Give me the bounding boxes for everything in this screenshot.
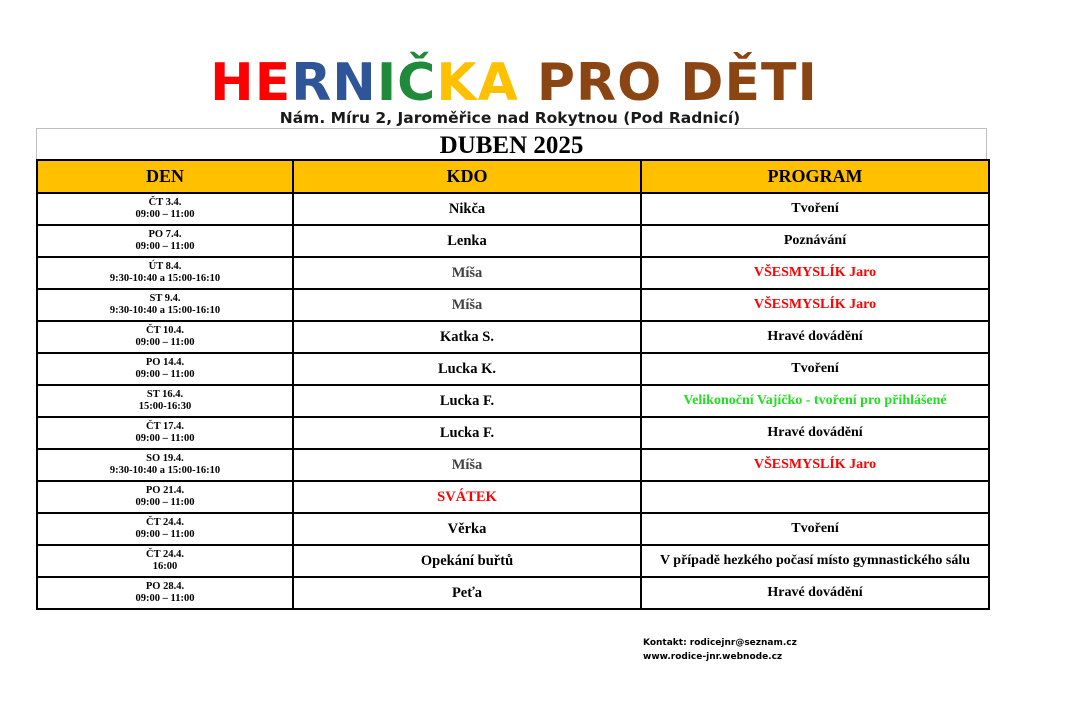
schedule-table [36, 159, 990, 610]
table-row [37, 481, 989, 513]
table-row [37, 545, 989, 577]
who-cell: Lucka F. [293, 385, 641, 417]
time-label: 9:30-10:40 a 15:00-16:10 [109, 305, 221, 316]
who-cell: Lucka K. [293, 353, 641, 385]
table-row [37, 289, 989, 321]
day-label: ČT 17.4. [145, 420, 185, 432]
time-label: 09:00 – 11:00 [135, 433, 195, 444]
table-row [37, 513, 989, 545]
day-cell [37, 545, 293, 577]
who-cell: Nikča [293, 193, 641, 225]
schedule-sheet [36, 128, 989, 635]
time-label: 09:00 – 11:00 [135, 241, 195, 252]
time-label: 09:00 – 11:00 [135, 593, 195, 604]
title-letter: I [376, 53, 398, 113]
who-cell: Míša [293, 289, 641, 321]
program-cell: Hravé dovádění [641, 417, 989, 449]
who-cell: SVÁTEK [293, 481, 641, 513]
contact-web: www.rodice-jnr.webnode.cz [643, 652, 783, 662]
title-letter: D [680, 53, 725, 113]
column-header-program: PROGRAM [641, 160, 989, 193]
table-row [37, 385, 989, 417]
title-letter: H [210, 53, 255, 113]
column-header-den: DEN [37, 160, 293, 193]
day-cell [37, 449, 293, 481]
time-label: 15:00-16:30 [138, 401, 192, 412]
program-cell: Tvoření [641, 193, 989, 225]
program-cell: V případě hezkého počasí místo gymnastického sálu [641, 545, 989, 577]
day-label: PO 21.4. [145, 484, 185, 496]
time-label: 09:00 – 11:00 [135, 497, 195, 508]
program-cell: VŠESMYSLÍK Jaro [641, 449, 989, 481]
day-cell [37, 257, 293, 289]
who-cell: Míša [293, 449, 641, 481]
table-row [37, 225, 989, 257]
day-cell [37, 577, 293, 609]
day-label: ČT 10.4. [145, 324, 185, 336]
program-cell: VŠESMYSLÍK Jaro [641, 257, 989, 289]
title-letter: K [436, 53, 478, 113]
time-label: 09:00 – 11:00 [135, 529, 195, 540]
day-cell [37, 193, 293, 225]
day-label: ČT 24.4. [145, 516, 185, 528]
day-label: ČT 3.4. [148, 196, 182, 208]
day-cell [37, 481, 293, 513]
table-row [37, 321, 989, 353]
day-label: PO 14.4. [145, 356, 185, 368]
time-label: 16:00 [152, 561, 178, 572]
program-cell: Tvoření [641, 353, 989, 385]
who-cell: Katka S. [293, 321, 641, 353]
who-cell: Peťa [293, 577, 641, 609]
day-cell [37, 353, 293, 385]
program-cell: Tvoření [641, 513, 989, 545]
day-label: ST 9.4. [149, 292, 181, 304]
title-letter: Ě [724, 53, 761, 113]
title-letter: N [332, 53, 377, 113]
table-row [37, 257, 989, 289]
time-label: 9:30-10:40 a 15:00-16:10 [109, 465, 221, 476]
who-cell: Lucka F. [293, 417, 641, 449]
day-label: PO 7.4. [148, 228, 182, 240]
day-cell [37, 321, 293, 353]
table-row [37, 353, 989, 385]
title-letter: R [291, 53, 333, 113]
title-letter: O [617, 53, 663, 113]
title-letter: Č [397, 53, 437, 113]
page-title [0, 52, 1028, 114]
contact-email: Kontakt: rodicejnr@seznam.cz [643, 638, 797, 648]
day-cell [37, 513, 293, 545]
who-cell: Věrka [293, 513, 641, 545]
day-label: ÚT 8.4. [148, 260, 182, 272]
table-header-row [37, 160, 989, 193]
month-heading: DUBEN 2025 [36, 128, 987, 159]
day-cell [37, 385, 293, 417]
day-label: PO 28.4. [145, 580, 185, 592]
title-letter: T [760, 53, 798, 113]
table-row [37, 417, 989, 449]
day-label: ST 16.4. [146, 388, 184, 400]
day-label: ČT 24.4. [145, 548, 185, 560]
program-cell: Velikonoční Vajíčko - tvoření pro přihlášené [641, 385, 989, 417]
time-label: 09:00 – 11:00 [135, 209, 195, 220]
column-header-kdo: KDO [293, 160, 641, 193]
contact-footer [643, 636, 797, 664]
title-letter: A [477, 53, 519, 113]
title-letter: I [797, 53, 818, 113]
day-cell [37, 225, 293, 257]
program-cell: Hravé dovádění [641, 321, 989, 353]
table-row [37, 193, 989, 225]
day-cell [37, 417, 293, 449]
table-row [37, 449, 989, 481]
time-label: 09:00 – 11:00 [135, 337, 195, 348]
who-cell: Míša [293, 257, 641, 289]
who-cell: Opekání buřtů [293, 545, 641, 577]
table-row [37, 577, 989, 609]
title-letter: R [576, 53, 618, 113]
program-cell [641, 481, 989, 513]
time-label: 9:30-10:40 a 15:00-16:10 [109, 273, 221, 284]
program-cell: Hravé dovádění [641, 577, 989, 609]
day-label: SO 19.4. [146, 452, 184, 464]
address-subtitle: Nám. Míru 2, Jaroměřice nad Rokytnou (Pod Radnicí) [279, 109, 741, 127]
program-cell: Poznávání [641, 225, 989, 257]
day-cell [37, 289, 293, 321]
program-cell: VŠESMYSLÍK Jaro [641, 289, 989, 321]
title-letter: P [536, 53, 577, 113]
time-label: 09:00 – 11:00 [135, 369, 195, 380]
title-letter: E [254, 53, 292, 113]
who-cell: Lenka [293, 225, 641, 257]
